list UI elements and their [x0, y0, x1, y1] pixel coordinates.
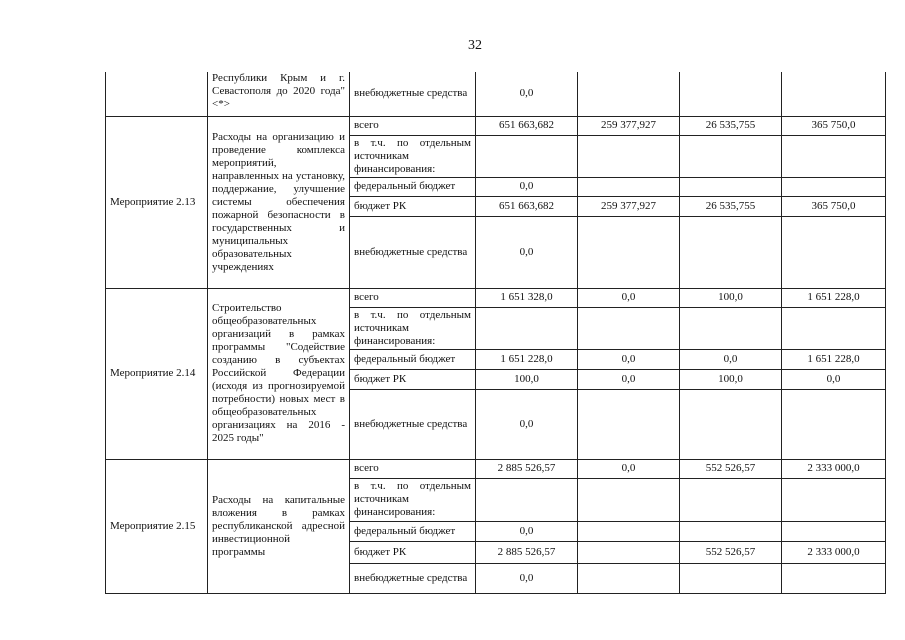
funding-source: федеральный бюджет	[350, 177, 476, 196]
funding-source: внебюджетные средства	[350, 216, 476, 288]
value-cell: 0,0	[578, 288, 680, 307]
value-cell	[578, 563, 680, 593]
value-cell	[578, 307, 680, 349]
measure-description: Республики Крым и г. Севастополя до 2020 года" <*>	[208, 72, 350, 116]
value-cell: 259 377,927	[578, 196, 680, 216]
value-cell: 0,0	[782, 369, 886, 389]
value-cell	[782, 177, 886, 196]
value-cell	[680, 478, 782, 521]
funding-source: бюджет РК	[350, 196, 476, 216]
value-cell: 0,0	[476, 177, 578, 196]
value-cell: 1 651 328,0	[476, 288, 578, 307]
value-cell: 0,0	[476, 389, 578, 459]
value-cell	[476, 307, 578, 349]
value-cell: 2 333 000,0	[782, 541, 886, 563]
value-cell	[578, 478, 680, 521]
value-cell	[782, 389, 886, 459]
measure-description: Строительство общеобразовательных организаций в рамках программы "Содействие созданию в субъектах Российской Федерации (исходя из прогнозируемой потребности) новых мест в общеобразовательных организациях на 2016 - 2025 годы"	[208, 288, 350, 459]
value-cell: 1 651 228,0	[476, 349, 578, 369]
value-cell: 0,0	[476, 72, 578, 116]
funding-source: в т.ч. по отдельным источникам финансирования:	[350, 307, 476, 349]
value-cell	[578, 177, 680, 196]
value-cell	[680, 216, 782, 288]
value-cell: 1 651 228,0	[782, 349, 886, 369]
measure-description: Расходы на капитальные вложения в рамках республиканской адресной инвестиционной программы	[208, 459, 350, 593]
value-cell: 0,0	[680, 349, 782, 369]
funding-source: внебюджетные средства	[350, 389, 476, 459]
value-cell: 26 535,755	[680, 116, 782, 135]
measure-description: Расходы на организацию и проведение комплекса мероприятий, направленных на установку, поддержание, улучшение системы обеспечения пожарной безопасности в государственных и муниципальных образовательных учреждениях	[208, 116, 350, 288]
measure-cell	[106, 72, 208, 116]
value-cell: 365 750,0	[782, 116, 886, 135]
value-cell: 100,0	[680, 288, 782, 307]
value-cell: 1 651 228,0	[782, 288, 886, 307]
value-cell: 0,0	[578, 349, 680, 369]
value-cell	[680, 563, 782, 593]
value-cell	[782, 216, 886, 288]
value-cell	[782, 135, 886, 177]
value-cell: 100,0	[476, 369, 578, 389]
value-cell	[578, 72, 680, 116]
value-cell	[680, 135, 782, 177]
value-cell: 2 885 526,57	[476, 459, 578, 478]
funding-source: бюджет РК	[350, 541, 476, 563]
value-cell	[680, 521, 782, 541]
value-cell: 0,0	[578, 369, 680, 389]
table-row	[106, 72, 886, 116]
value-cell: 100,0	[680, 369, 782, 389]
value-cell	[578, 389, 680, 459]
page-number: 32	[468, 38, 482, 53]
value-cell	[680, 307, 782, 349]
funding-source: федеральный бюджет	[350, 349, 476, 369]
measure-name: Мероприятие 2.14	[106, 288, 208, 459]
value-cell: 552 526,57	[680, 541, 782, 563]
value-cell: 651 663,682	[476, 196, 578, 216]
value-cell	[782, 72, 886, 116]
value-cell: 2 333 000,0	[782, 459, 886, 478]
value-cell	[578, 216, 680, 288]
value-cell	[578, 135, 680, 177]
value-cell	[476, 478, 578, 521]
value-cell: 26 535,755	[680, 196, 782, 216]
measure-name: Мероприятие 2.13	[106, 116, 208, 288]
value-cell	[680, 177, 782, 196]
value-cell: 651 663,682	[476, 116, 578, 135]
value-cell: 552 526,57	[680, 459, 782, 478]
table-row	[106, 116, 886, 135]
value-cell: 365 750,0	[782, 196, 886, 216]
value-cell	[578, 521, 680, 541]
value-cell	[782, 563, 886, 593]
funding-source: в т.ч. по отдельным источникам финансирования:	[350, 478, 476, 521]
funding-source: бюджет РК	[350, 369, 476, 389]
value-cell	[476, 135, 578, 177]
funding-source: внебюджетные средства	[350, 563, 476, 593]
value-cell: 0,0	[476, 563, 578, 593]
value-cell: 0,0	[578, 459, 680, 478]
funding-source: в т.ч. по отдельным источникам финансирования:	[350, 135, 476, 177]
value-cell	[578, 541, 680, 563]
value-cell	[680, 72, 782, 116]
table-row	[106, 288, 886, 307]
table-row	[106, 459, 886, 478]
value-cell	[782, 521, 886, 541]
measure-name: Мероприятие 2.15	[106, 459, 208, 593]
funding-source: всего	[350, 459, 476, 478]
value-cell: 0,0	[476, 521, 578, 541]
funding-source: всего	[350, 116, 476, 135]
budget-table	[105, 72, 886, 594]
value-cell	[782, 478, 886, 521]
value-cell: 0,0	[476, 216, 578, 288]
value-cell	[680, 389, 782, 459]
value-cell: 2 885 526,57	[476, 541, 578, 563]
funding-source: федеральный бюджет	[350, 521, 476, 541]
value-cell: 259 377,927	[578, 116, 680, 135]
funding-source: всего	[350, 288, 476, 307]
value-cell	[782, 307, 886, 349]
funding-source: внебюджетные средства	[350, 72, 476, 116]
